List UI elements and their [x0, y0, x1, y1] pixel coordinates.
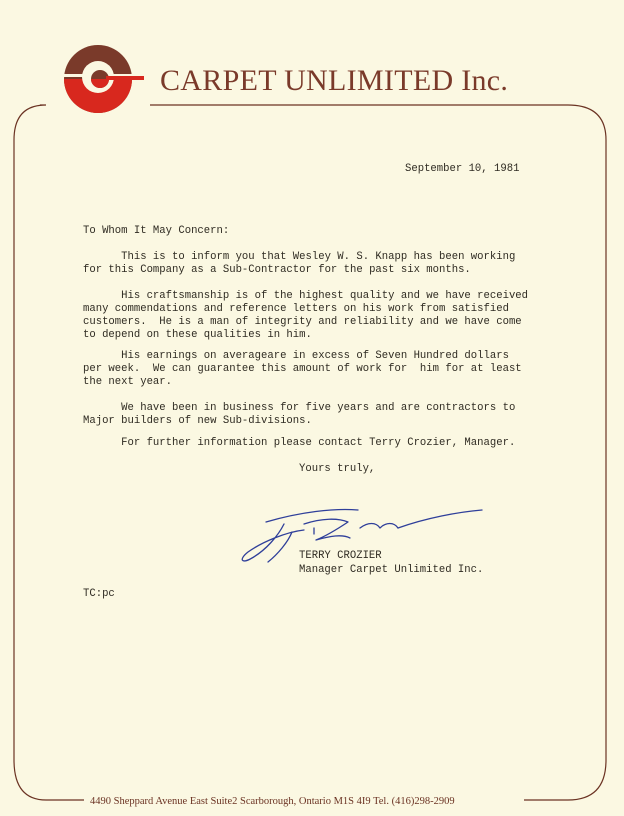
body-paragraph: For further information please contact Terry Crozier, Manager. — [83, 437, 516, 449]
body-paragraph: We have been in business for five years and are contractors to Major builders of new Sub-divisions. — [83, 402, 516, 427]
footer-address: 4490 Sheppard Avenue East Suite2 Scarborough, Ontario M1S 4I9 Tel. (416)298-2909 — [90, 796, 455, 807]
typist-initials: TC:pc — [83, 588, 115, 600]
closing: Yours truly, — [299, 463, 376, 475]
body-paragraph: This is to inform you that Wesley W. S. Knapp has been working for this Company as a Sub-Contractor for the past six months. — [83, 251, 516, 276]
body-paragraph: His earnings on averageare in excess of Seven Hundred dollars per week. We can guarantee this amount of work for him for at least the next year. — [83, 350, 522, 388]
letter-date: September 10, 1981 — [405, 163, 520, 175]
company-name: CARPET UNLIMITED Inc. — [160, 64, 509, 97]
salutation: To Whom It May Concern: — [83, 225, 230, 237]
signer-title: Manager Carpet Unlimited Inc. — [299, 564, 484, 576]
body-paragraph: His craftsmanship is of the highest quality and we have received many commendations and reference letters on his work from satisfied customers. He is a man of integrity and reliability and we have come to depend on these qualities in him. — [83, 290, 529, 341]
signer-name: TERRY CROZIER — [299, 550, 382, 562]
